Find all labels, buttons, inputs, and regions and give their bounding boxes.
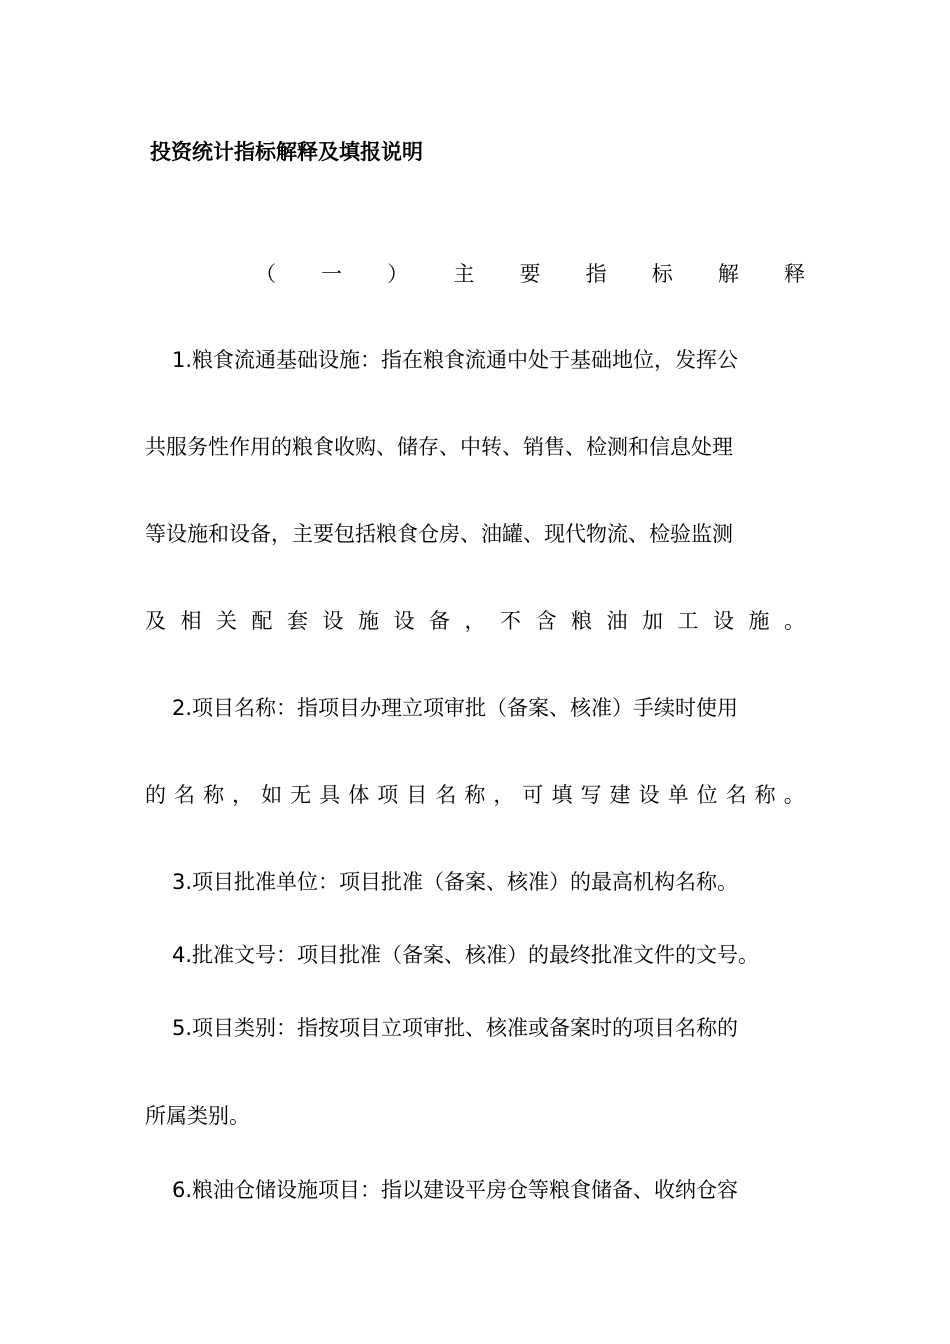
paragraph-line-7: 3.项目批准单位：项目批准（备案、核准）的最高机构名称。 — [172, 870, 739, 894]
section-heading-char: 释 — [784, 262, 805, 286]
paragraph-line-4-char: 施 — [358, 609, 379, 633]
paragraph-line-4-char: 不 — [500, 609, 521, 633]
paragraph-line-6-char: 设 — [638, 783, 660, 807]
paragraph-line-2: 共服务性作用的粮食收购、储存、中转、销售、检测和信息处理 — [145, 435, 733, 459]
paragraph-line-6-char: ， — [493, 783, 515, 807]
section-heading-char: （ — [255, 262, 276, 286]
paragraph-line-4-char: 。 — [784, 609, 805, 633]
paragraph-line-6-char: ， — [232, 783, 254, 807]
paragraph-line-6-char: 名 — [725, 783, 747, 807]
paragraph-line-6-char: 写 — [580, 783, 602, 807]
paragraph-line-6 — [145, 780, 805, 810]
paragraph-line-4-char: 油 — [606, 609, 628, 633]
paragraph-line-6-char: 目 — [406, 783, 428, 807]
paragraph-line-6-char: 项 — [377, 783, 399, 807]
paragraph-line-6-char: 称 — [754, 783, 776, 807]
paragraph-line-6-char: 称 — [464, 783, 486, 807]
paragraph-line-6-char: 体 — [348, 783, 370, 807]
paragraph-line-4-char: 及 — [145, 609, 166, 633]
section-heading-char: 解 — [717, 262, 739, 286]
paragraph-line-6-char: 位 — [696, 783, 718, 807]
paragraph-line-6-char: 单 — [667, 783, 689, 807]
paragraph-line-6-char: 的 — [145, 783, 166, 807]
section-heading-char: 要 — [519, 262, 541, 286]
paragraph-line-6-char: 建 — [609, 783, 631, 807]
paragraph-line-4-char: 设 — [393, 609, 415, 633]
paragraph-line-4 — [145, 606, 805, 636]
section-heading-char: 主 — [453, 262, 475, 286]
paragraph-line-8: 4.批准文号：项目批准（备案、核准）的最终批准文件的文号。 — [172, 943, 760, 967]
paragraph-line-4-char: 含 — [535, 609, 557, 633]
paragraph-line-4-char: 工 — [677, 609, 699, 633]
document-title: 投资统计指标解释及填报说明 — [150, 140, 423, 164]
paragraph-line-4-char: 配 — [251, 609, 273, 633]
paragraph-line-4-char: 加 — [642, 609, 663, 633]
section-heading-char: 一 — [321, 262, 343, 286]
paragraph-line-4-char: 套 — [287, 609, 308, 633]
paragraph-line-4-char: 设 — [713, 609, 734, 633]
paragraph-line-6-char: 具 — [319, 783, 341, 807]
paragraph-line-3: 等设施和设备，主要包括粮食仓房、油罐、现代物流、检验监测 — [145, 522, 733, 546]
paragraph-line-6-char: 。 — [783, 783, 805, 807]
paragraph-line-1: 1.粮食流通基础设施：指在粮食流通中处于基础地位，发挥公 — [172, 348, 739, 372]
paragraph-line-4-char: 备 — [429, 609, 450, 633]
paragraph-line-6-char: 称 — [203, 783, 225, 807]
paragraph-line-4-char: 粮 — [571, 609, 592, 633]
paragraph-line-4-char: 设 — [322, 609, 344, 633]
paragraph-line-6-char: 无 — [290, 783, 312, 807]
paragraph-line-6-char: 名 — [435, 783, 457, 807]
paragraph-line-9: 5.项目类别：指按项目立项审批、核准或备案时的项目名称的 — [172, 1016, 739, 1040]
section-heading — [145, 259, 805, 289]
paragraph-line-6-char: 名 — [174, 783, 196, 807]
section-heading-char: 标 — [651, 262, 673, 286]
paragraph-line-6-char: 如 — [261, 783, 283, 807]
paragraph-line-4-char: ， — [464, 609, 486, 633]
section-heading-char: 指 — [585, 262, 607, 286]
paragraph-line-5: 2.项目名称：指项目办理立项审批（备案、核准）手续时使用 — [172, 696, 739, 720]
paragraph-line-6-char: 可 — [522, 783, 544, 807]
paragraph-line-6-char: 填 — [551, 783, 573, 807]
paragraph-line-4-char: 相 — [180, 609, 202, 633]
paragraph-line-4-char: 施 — [748, 609, 770, 633]
section-heading-char: ） — [387, 262, 409, 286]
paragraph-line-10: 所属类别。 — [145, 1104, 250, 1128]
paragraph-line-4-char: 关 — [216, 609, 237, 633]
paragraph-line-11: 6.粮油仓储设施项目：指以建设平房仓等粮食储备、收纳仓容 — [172, 1178, 739, 1202]
